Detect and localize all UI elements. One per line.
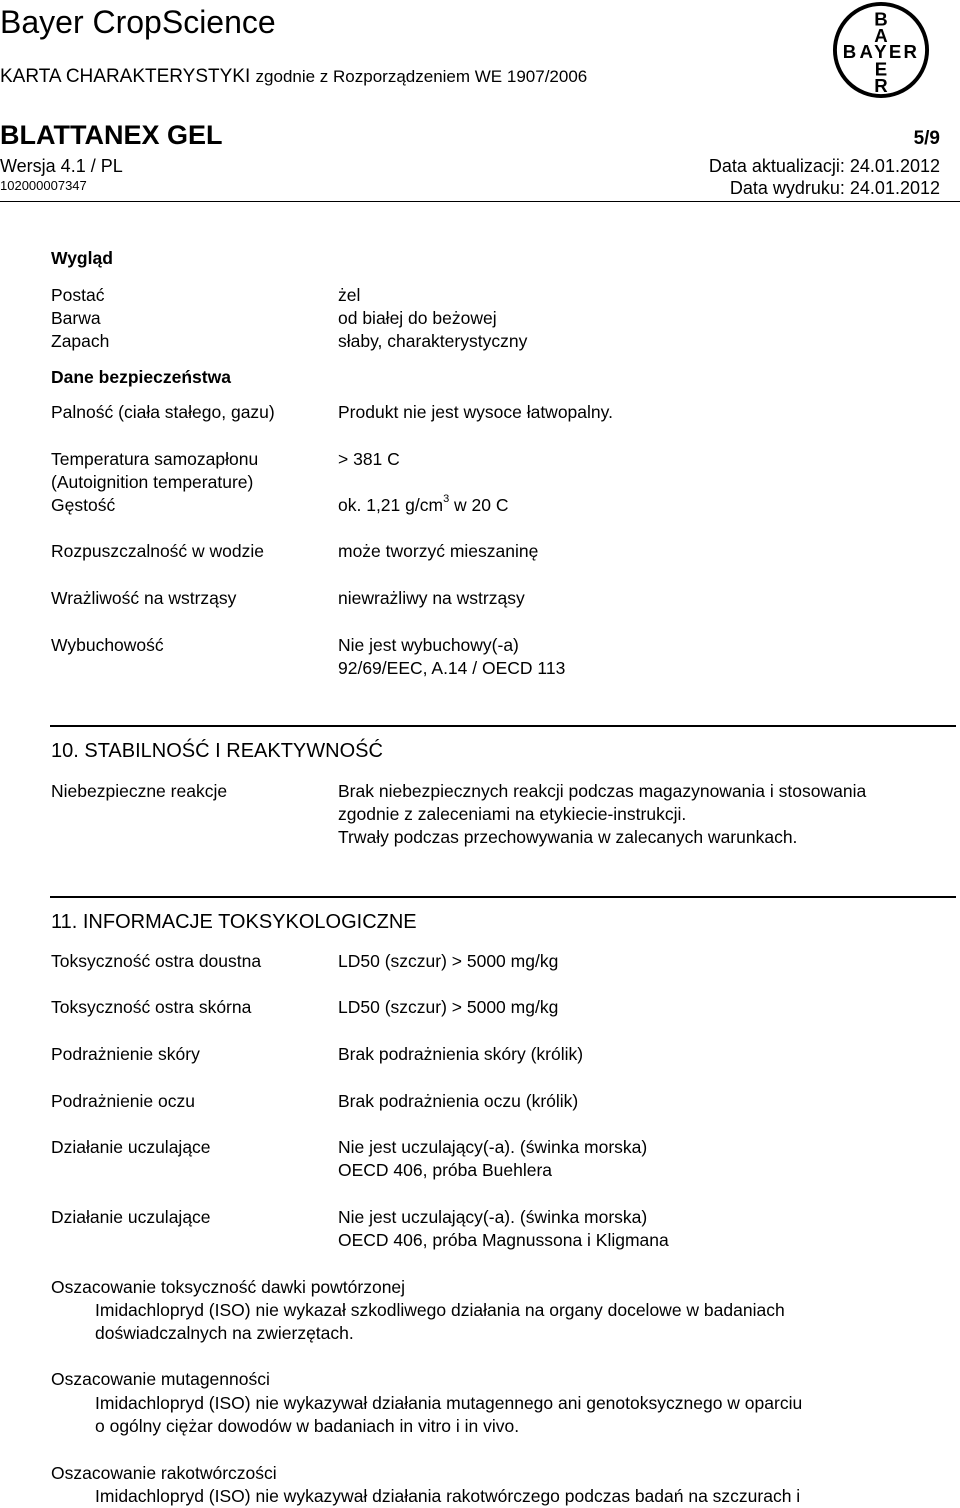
section10-rule — [50, 725, 956, 727]
density-value-main: ok. 1,21 g/cm — [338, 495, 444, 515]
tox-label-sensitisation-1: Działanie uczulające — [51, 1137, 211, 1157]
hazardous-reactions-line3: Trwały podczas przechowywania w zalecanych warunkach. — [338, 827, 798, 847]
product-name: BLATTANEX GEL — [0, 120, 223, 150]
mutagenicity-heading: Oszacowanie mutagenności — [51, 1369, 270, 1389]
density-value — [338, 494, 509, 517]
form-label: Postać — [51, 285, 105, 305]
logo-letter-y: Y — [874, 40, 887, 62]
tox-label-eye: Podrażnienie oczu — [51, 1091, 195, 1111]
bayer-logo — [832, 0, 930, 100]
density-value-temp: w 20 C — [449, 495, 509, 515]
mutagenicity-line1: Imidachlopryd (ISO) nie wykazywał działania mutagennego ani genotoksycznego w oparciu — [95, 1393, 803, 1413]
appearance-heading: Wygląd — [51, 248, 113, 268]
odor-value: słaby, charakterystyczny — [338, 331, 528, 351]
sheet-title: KARTA CHARAKTERYSTYKI — [0, 66, 251, 87]
tox-value-sensitisation-1: Nie jest uczulający(-a). (świnka morska) — [338, 1137, 648, 1157]
tox-label-oral: Toksyczność ostra doustna — [51, 951, 262, 971]
shock-value: niewrażliwy na wstrząsy — [338, 588, 525, 608]
flammability-value: Produkt nie jest wysoce łatwopalny. — [338, 402, 613, 422]
logo-letter-b-top: B — [874, 8, 888, 30]
hazardous-reactions-line2: zgodnie z zaleceniami na etykiecie-instrukcji. — [338, 804, 687, 824]
header-divider — [0, 201, 960, 202]
solubility-value: może tworzyć mieszaninę — [338, 541, 539, 561]
logo-letter-a-top: A — [874, 25, 888, 47]
hazardous-reactions-label: Niebezpieczne reakcje — [51, 781, 228, 801]
autoignition-value: > 381 C — [338, 449, 400, 469]
tox-value-skin: Brak podrażnienia skóry (królik) — [338, 1044, 584, 1064]
logo-letter-r-bottom: R — [874, 75, 888, 97]
tox-value-oral: LD50 (szczur) > 5000 mg/kg — [338, 951, 559, 971]
explosive-test: 92/69/EEC, A.14 / OECD 113 — [338, 658, 566, 678]
density-exponent: 3 — [443, 493, 450, 505]
color-label: Barwa — [51, 308, 101, 328]
logo-letter-b: B — [842, 40, 857, 62]
autoignition-label-en: (Autoignition temperature) — [51, 472, 254, 492]
version-text: Wersja 4.1 / PL — [0, 156, 123, 176]
page-number: 5/9 — [913, 128, 940, 149]
odor-label: Zapach — [51, 331, 110, 351]
tox-value-dermal: LD50 (szczur) > 5000 mg/kg — [338, 997, 559, 1017]
section11-rule — [50, 896, 956, 898]
brand-name: Bayer CropScience — [0, 4, 276, 40]
tox-label-sensitisation-2: Działanie uczulające — [51, 1207, 211, 1227]
tox-value-sensitisation-2: Nie jest uczulający(-a). (świnka morska) — [338, 1207, 648, 1227]
sheet-subtitle — [0, 66, 587, 88]
carcinogenicity-heading: Oszacowanie rakotwórczości — [51, 1463, 277, 1483]
doc-number: 102000007347 — [0, 178, 87, 193]
density-label: Gęstość — [51, 495, 116, 515]
logo-letter-r: R — [903, 40, 917, 62]
hazardous-reactions-line1: Brak niebezpiecznych reakcji podczas magazynowania i stosowania — [338, 781, 867, 801]
logo-letter-e: E — [888, 40, 902, 62]
tox-label-dermal: Toksyczność ostra skórna — [51, 997, 252, 1017]
tox-method-sensitisation-2: OECD 406, próba Magnussona i Kligmana — [338, 1230, 669, 1250]
mutagenicity-line2: o ogólny ciężar dowodów w badaniach in vitro i in vivo. — [95, 1416, 520, 1436]
repeat-dose-line1: Imidachlopryd (ISO) nie wykazał szkodliwego działania na organy docelowe w badaniach — [95, 1300, 785, 1320]
explosive-label: Wybuchowość — [51, 635, 164, 655]
update-date: Data aktualizacji: 24.01.2012 — [708, 156, 940, 176]
section11-title: 11. INFORMACJE TOKSYKOLOGICZNE — [51, 911, 417, 933]
color-value: od białej do beżowej — [338, 308, 497, 328]
flammability-label: Palność (ciała stałego, gazu) — [51, 402, 275, 422]
shock-label: Wrażliwość na wstrząsy — [51, 588, 237, 608]
tox-method-sensitisation-1: OECD 406, próba Buehlera — [338, 1160, 553, 1180]
logo-letter-e-bottom: E — [874, 58, 888, 80]
solubility-label: Rozpuszczalność w wodzie — [51, 541, 265, 561]
repeat-dose-line2: doświadczalnych na zwierzętach. — [95, 1323, 354, 1343]
print-date: Data wydruku: 24.01.2012 — [729, 178, 940, 198]
tox-label-skin: Podrażnienie skóry — [51, 1044, 200, 1064]
regulation-text: zgodnie z Rozporządzeniem WE 1907/2006 — [255, 67, 588, 86]
autoignition-label: Temperatura samozapłonu — [51, 449, 259, 469]
carcinogenicity-line1: Imidachlopryd (ISO) nie wykazywał działania rakotwórczego podczas badań na szczurach i — [95, 1486, 801, 1506]
safety-heading: Dane bezpieczeństwa — [51, 367, 231, 387]
section10-title: 10. STABILNOŚĆ I REAKTYWNOŚĆ — [51, 740, 383, 762]
repeat-dose-heading: Oszacowanie toksyczność dawki powtórzonej — [51, 1277, 406, 1297]
form-value: żel — [338, 285, 361, 305]
explosive-value: Nie jest wybuchowy(-a) — [338, 635, 519, 655]
tox-value-eye: Brak podrażnienia oczu (królik) — [338, 1091, 579, 1111]
logo-letter-a: A — [859, 40, 873, 62]
